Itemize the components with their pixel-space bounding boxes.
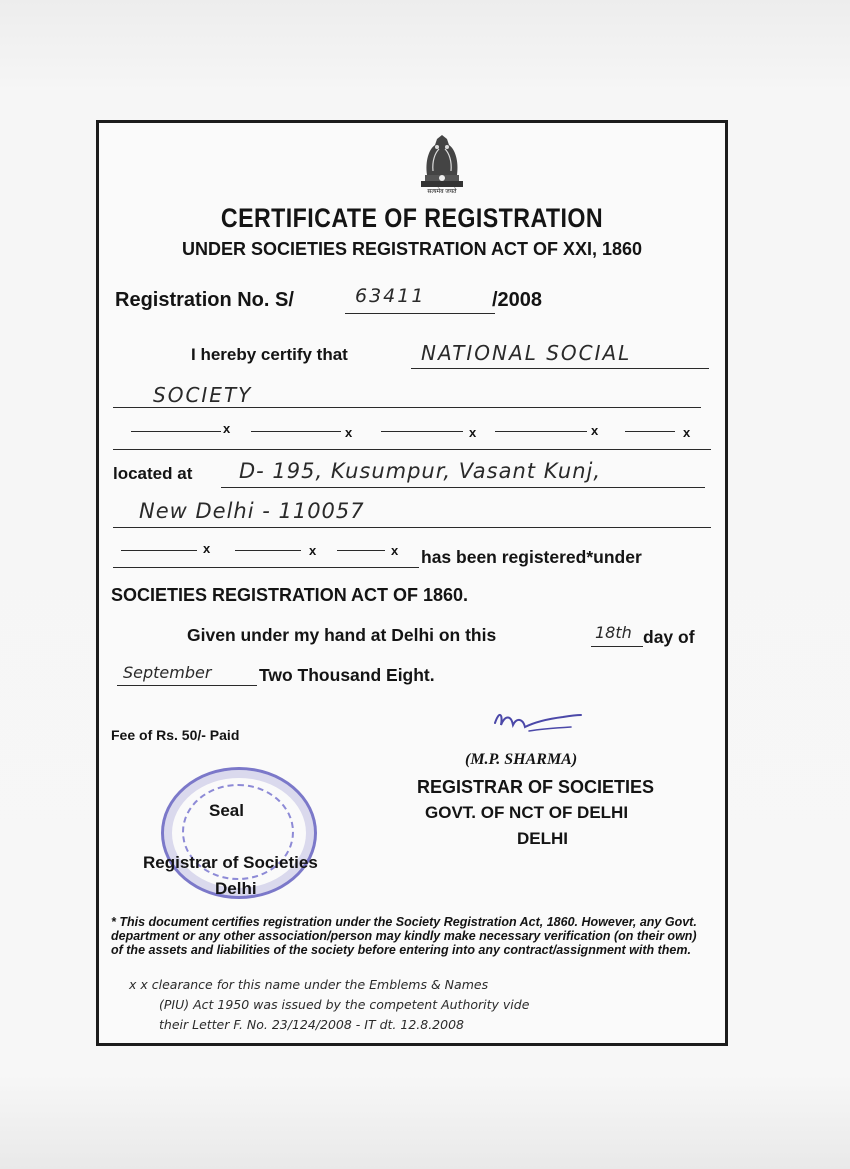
certify-rule [411, 368, 709, 369]
registrar-city: DELHI [517, 829, 568, 848]
registrar-govt: GOVT. OF NCT OF DELHI [425, 803, 629, 822]
society-name-line1: NATIONAL SOCIAL [421, 341, 632, 365]
footnote: * This document certifies registration under the Society Registration Act, 1860. However, any Govt. department or any other association/person may kindly make necessary verification (on their own) of the assets and liabilities of the society before entering into any contract/assignment with them. [111, 915, 697, 957]
certify-label: I hereby certify that [191, 345, 348, 364]
blank-rule [113, 567, 419, 568]
seal-registrar: Registrar of Societies [143, 853, 318, 872]
x-mark: x [683, 425, 691, 440]
blank-rule [337, 550, 385, 551]
certificate-subtitle: UNDER SOCIETIES REGISTRATION ACT OF XXI, 1860 [181, 239, 643, 259]
registration-year: /2008 [492, 289, 543, 311]
blank-rule [131, 431, 221, 432]
registration-label: Registration No. S/ [115, 289, 294, 311]
emblem-caption: सत्यमेव जयते [427, 189, 457, 195]
x-mark: x [469, 425, 477, 440]
seal-city: Delhi [215, 879, 257, 898]
address-rule [221, 487, 705, 488]
address-rule [113, 527, 711, 528]
x-mark: x [309, 543, 317, 558]
blank-rule [235, 550, 301, 551]
month-value: September [123, 663, 212, 682]
society-rule [113, 407, 701, 408]
registered-text: has been registered*under [421, 547, 642, 567]
fee-text: Fee of Rs. 50/- Paid [111, 727, 240, 743]
society-name-line2: SOCIETY [153, 383, 253, 407]
address-line2: New Delhi - 110057 [139, 499, 365, 523]
certificate-title: CERTIFICATE OF REGISTRATION [220, 203, 604, 233]
year-text: Two Thousand Eight. [259, 665, 435, 685]
registrar-name: (M.P. SHARMA) [465, 751, 578, 768]
x-mark: x [591, 423, 599, 438]
given-text: Given under my hand at Delhi on this [187, 625, 497, 645]
x-mark: x [223, 421, 231, 436]
seal-label: Seal [209, 801, 244, 820]
x-mark: x [345, 425, 353, 440]
registration-number: 63411 [355, 285, 426, 307]
x-mark: x [391, 543, 399, 558]
registration-rule [345, 313, 495, 314]
blank-rule [625, 431, 675, 432]
day-value: 18th [595, 623, 632, 642]
registrar-title: REGISTRAR OF SOCIETIES [417, 777, 655, 797]
blank-rule [251, 431, 341, 432]
located-label: located at [113, 464, 193, 483]
month-rule [117, 685, 257, 686]
certificate-frame [96, 120, 728, 1046]
handnote-line1: x x clearance for this name under the Emblems & Names [129, 977, 489, 992]
blank-rule [113, 449, 711, 450]
day-rule [591, 646, 643, 647]
blank-rule [495, 431, 587, 432]
x-mark: x [203, 541, 211, 556]
day-suffix: day of [643, 627, 695, 647]
handnote-line3: their Letter F. No. 23/124/2008 - IT dt. 12.8.2008 [159, 1017, 464, 1032]
address-line1: D- 195, Kusumpur, Vasant Kunj, [239, 459, 602, 483]
blank-rule [121, 550, 197, 551]
handnote-line2: (PIU) Act 1950 was issued by the competent Authority vide [159, 997, 530, 1012]
act-text: SOCIETIES REGISTRATION ACT OF 1860. [111, 585, 469, 605]
blank-rule [381, 431, 463, 432]
registrar-signature [491, 703, 587, 739]
